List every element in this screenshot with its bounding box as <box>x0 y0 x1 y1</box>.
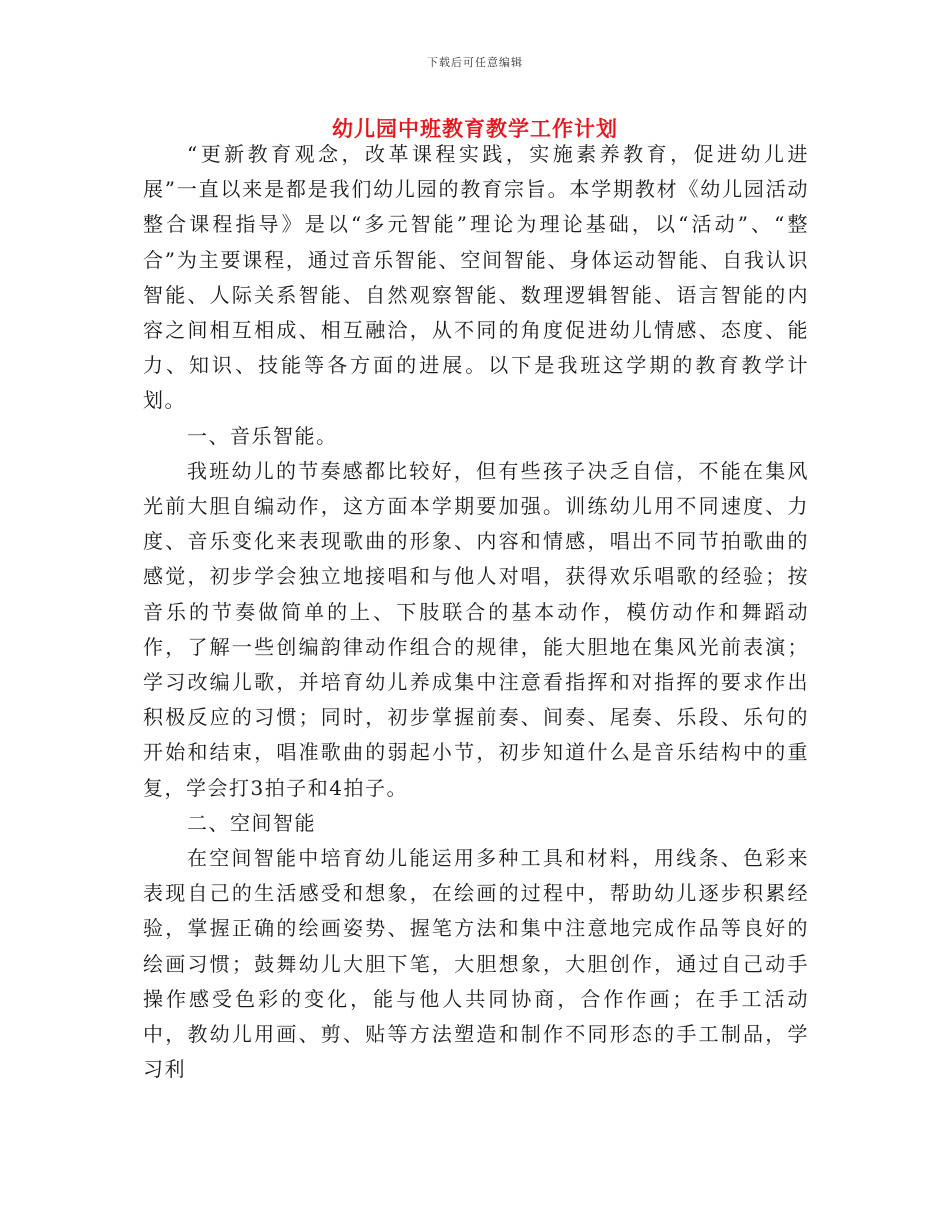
section-heading-space: 二、空间智能 <box>187 810 316 835</box>
document-body <box>143 137 809 1087</box>
paragraph-space: 在空间智能中培育幼儿能运用多种工具和材料，用线条、色彩来表现自己的生活感受和想象，在绘画的过程中，帮助幼儿逐步积累经验，掌握正确的绘画姿势、握笔方法和集中注意地完成作品等良好的绘画习惯；鼓舞幼儿大胆下笔，大胆想象，大胆创作，通过自己动手操作感受色彩的变化，能与他人共同协商，合作作画；在手工活动中，教幼儿用画、剪、贴等方法塑造和制作不同形态的手工制品，学习利 <box>143 846 809 1082</box>
paragraph-music: 我班幼儿的节奏感都比较好，但有些孩子决乏自信，不能在集风光前大胆自编动作，这方面本学期要加强。训练幼儿用不同速度、力度、音乐变化来表现歌曲的形象、内容和情感，唱出不同节拍歌曲的感觉，初步学会独立地接唱和与他人对唱，获得欢乐唱歌的经验；按音乐的节奏做简单的上、下肢联合的基本动作，模仿动作和舞蹈动作，了解一些创编韵律动作组合的规律，能大胆地在集风光前表演；学习改编儿歌，并培育幼儿养成集中注意看指挥和对指挥的要求作出积极反应的习惯；同时，初步掌握前奏、间奏、尾奏、乐段、乐句的开始和结束，唱准歌曲的弱起小节，初步知道什么是音乐结构中的重复，学会打3拍子和4拍子。 <box>143 458 809 800</box>
document-title: 幼儿园中班教育教学工作计划 <box>332 116 618 141</box>
section-heading-music: 一、音乐智能。 <box>187 423 338 448</box>
paragraph-intro: “更新教育观念，改革课程实践，实施素养教育，促进幼儿进展”一直以来是都是我们幼儿园的教育宗旨。本学期教材《幼儿园活动整合课程指导》是以“多元智能”理论为理论基础，以“活动”、“整合”为主要课程，通过音乐智能、空间智能、身体运动智能、自我认识智能、人际关系智能、自然观察智能、数理逻辑智能、语言智能的内容之间相互相成、相互融洽，从不同的角度促进幼儿情感、态度、能力、知识、技能等各方面的进展。以下是我班这学期的教育教学计划。 <box>143 142 809 413</box>
header-note: 下载后可任意编辑 <box>427 56 523 69</box>
